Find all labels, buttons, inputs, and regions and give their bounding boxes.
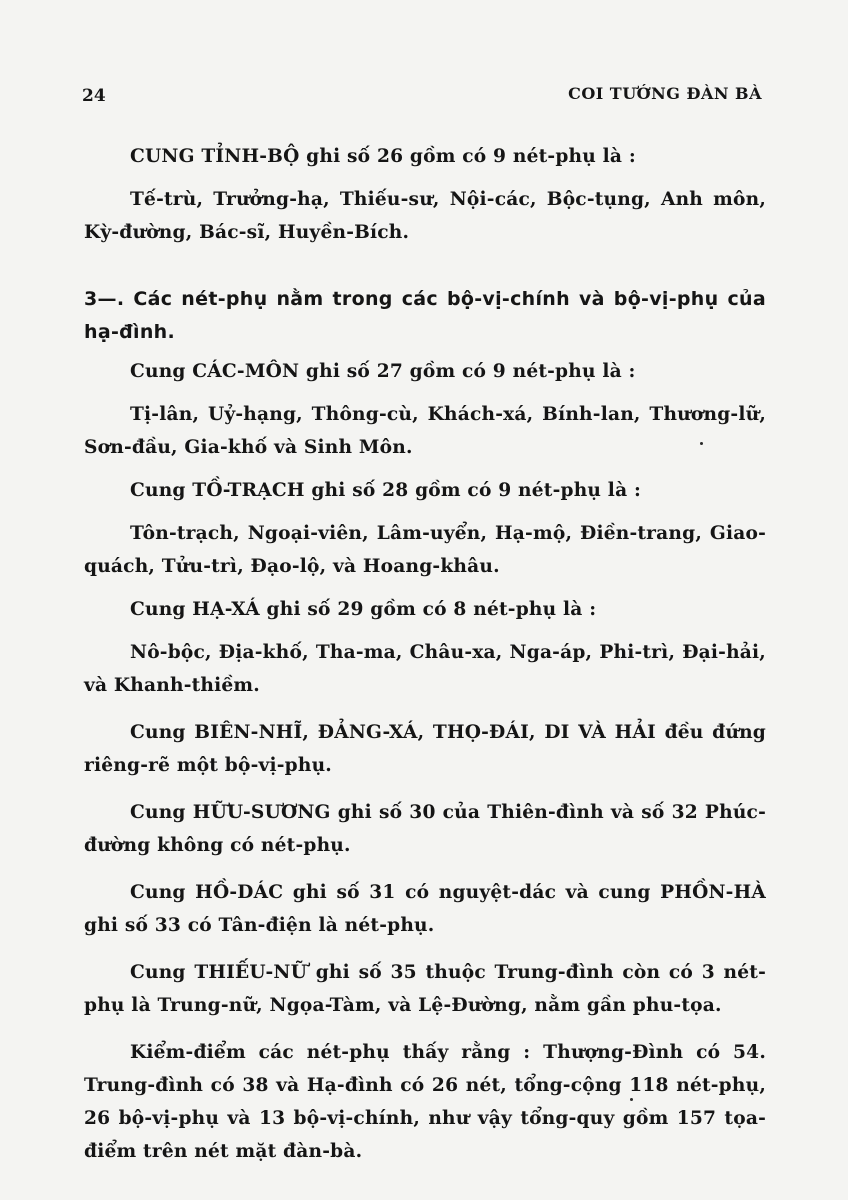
section-heading: 3—. Các nét-phụ nằm trong các bộ-vị-chính và bộ-vị-phụ của hạ-đình.: [84, 288, 766, 343]
page-number: 24: [82, 86, 106, 106]
paragraph-to-trach-list: Tôn-trạch, Ngoại-viên, Lâm-uyển, Hạ-mộ, Điền-trang, Giao-quách, Tửu-trì, Đạo-lộ, và Hoang-khâu.: [84, 523, 766, 577]
paragraph-cung-tinh-bo: CUNG TỈNH-BỘ ghi số 26 gồm có 9 nét-phụ là :: [130, 146, 636, 167]
paragraph-ho-dac: Cung HỒ-DÁC ghi số 31 có nguyệt-dác và cung PHỒN-HÀ ghi số 33 có Tân-điện là nét-phụ.: [84, 882, 766, 936]
page-header: [0, 0, 848, 120]
paragraph-bien-nhi: Cung BIÊN-NHĨ, ĐẢNG-XÁ, THỌ-ĐÁI, DI VÀ HẢI đều đứng riêng-rẽ một bộ-vị-phụ.: [84, 722, 766, 776]
paragraph-ha-xa-list: Nô-bộc, Địa-khố, Tha-ma, Châu-xa, Nga-áp, Phi-trì, Đại-hải, và Khanh-thiềm.: [84, 642, 766, 696]
paragraph-cung-cac-mon: Cung CÁC-MÔN ghi số 27 gồm có 9 nét-phụ là :: [130, 361, 636, 382]
paragraph-thieu-nu: Cung THIẾU-NỮ ghi số 35 thuộc Trung-đình còn có 3 nét-phụ là Trung-nữ, Ngọa-Tàm, và Lệ-Đường, nằm gần phu-tọa.: [84, 962, 766, 1016]
paragraph-cac-mon-list: Tị-lân, Uỷ-hạng, Thông-cù, Khách-xá, Bính-lan, Thương-lữ, Sơn-đầu, Gia-khố và Sinh Môn.: [84, 404, 766, 458]
paragraph-huu-suong: Cung HỮU-SƯƠNG ghi số 30 của Thiên-đình và số 32 Phúc-đường không có nét-phụ.: [84, 802, 766, 856]
print-speck: [700, 442, 703, 445]
print-speck: [630, 1098, 633, 1101]
page-body: [84, 140, 766, 1182]
paragraph-cung-to-trach: Cung TỒ-TRẠCH ghi số 28 gồm có 9 nét-phụ là :: [130, 480, 642, 501]
paragraph-cung-ha-xa: Cung HẠ-XÁ ghi số 29 gồm có 8 nét-phụ là :: [130, 599, 597, 620]
paragraph-kiem-diem: Kiểm-điểm các nét-phụ thấy rằng : Thượng-Đình có 54. Trung-đình có 38 và Hạ-đình có 26 nét, tổng-cộng 118 nét-phụ, 26 bộ-vị-phụ và 13 bộ-vị-chính, như vậy tổng-quy gồm 157 tọa-điểm trên nét mặt đàn-bà.: [84, 1042, 766, 1162]
paragraph-tinh-bo-list: Tế-trù, Trưởng-hạ, Thiếu-sư, Nội-các, Bộc-tụng, Anh môn, Kỳ-đường, Bác-sĩ, Huyền-Bích.: [84, 189, 766, 243]
running-title: COI TƯỚNG ĐÀN BÀ: [568, 84, 762, 103]
